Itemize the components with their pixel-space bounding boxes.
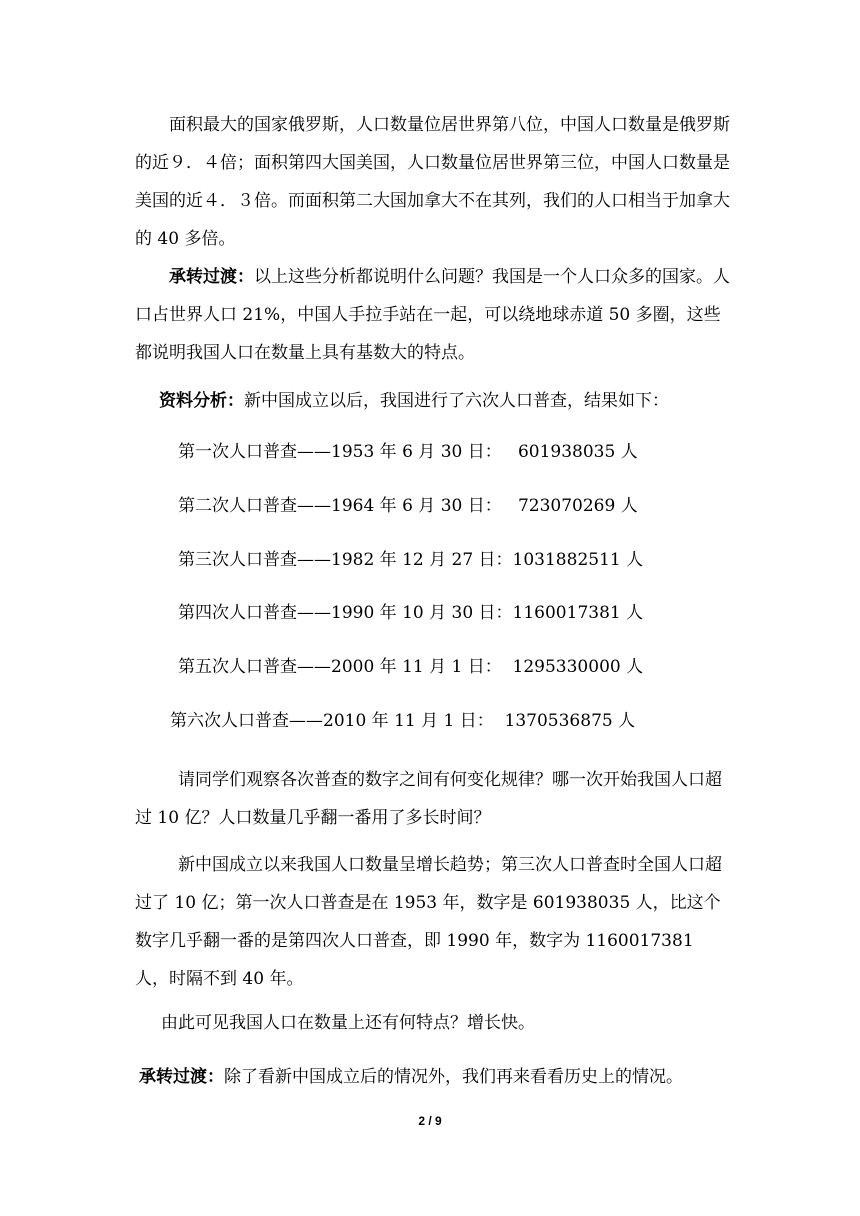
transition-text: 以上这些分析都说明什么问题？我国是一个人口众多的国家。人口占世界人口 21%，中国人手拉手站在一起，可以绕地球赤道 50 多圈，这些都说明我国人口在数量上具有基数大的特点。 — [135, 267, 730, 363]
paragraph-transition-1 — [135, 258, 730, 372]
paragraph-question: 请同学们观察各次普查的数字之间有何变化规律？哪一次开始我国人口超过 10 亿？人口数量几乎翻一番用了多长时间？ — [135, 770, 722, 828]
census-item: 第六次人口普查——2010 年 11 月 1 日： 1370536875 人 — [170, 711, 636, 731]
paragraph-transition-2 — [135, 1058, 730, 1096]
paragraph-russia-usa-comparison: 面积最大的国家俄罗斯，人口数量位居世界第八位，中国人口数量是俄罗斯的近９．４倍；面积第四大国美国，人口数量位居世界第三位，中国人口数量是美国的近４．３倍。而面积第二大国加拿大不在其列，我们的人口相当于加拿大的 40 多倍。 — [135, 115, 730, 249]
paragraph-data-analysis — [135, 382, 730, 420]
census-item: 第二次人口普查——1964 年 6 月 30 日： 723070269 人 — [178, 496, 638, 516]
data-analysis-label: 资料分析： — [159, 391, 244, 411]
census-item: 第三次人口普查——1982 年 12 月 27 日：1031882511 人 — [178, 550, 644, 570]
page-number: 2 / 9 — [418, 1114, 442, 1128]
transition-label: 承转过渡： — [139, 1067, 224, 1087]
census-item: 第四次人口普查——1990 年 10 月 30 日：1160017381 人 — [178, 603, 644, 623]
data-analysis-text: 新中国成立以后，我国进行了六次人口普查，结果如下： — [244, 391, 669, 411]
transition-label: 承转过渡： — [169, 267, 254, 287]
census-item: 第五次人口普查——2000 年 11 月 1 日： 1295330000 人 — [178, 657, 644, 677]
paragraph-answer: 新中国成立以来我国人口数量呈增长趋势；第三次人口普查时全国人口超过了 10 亿；第一次人口普查是在 1953 年，数字是 601938035 人，比这个数字几乎翻一番的是第四次人口普查，即 1990 年，数字为 1160017381 人，时隔不到 40 年。 — [135, 855, 722, 989]
census-item: 第一次人口普查——1953 年 6 月 30 日： 601938035 人 — [178, 442, 638, 462]
paragraph-feature: 由此可见我国人口在数量上还有何特点？增长快。 — [161, 1013, 535, 1033]
transition-text: 除了看新中国成立后的情况外，我们再来看看历史上的情况。 — [224, 1067, 683, 1087]
